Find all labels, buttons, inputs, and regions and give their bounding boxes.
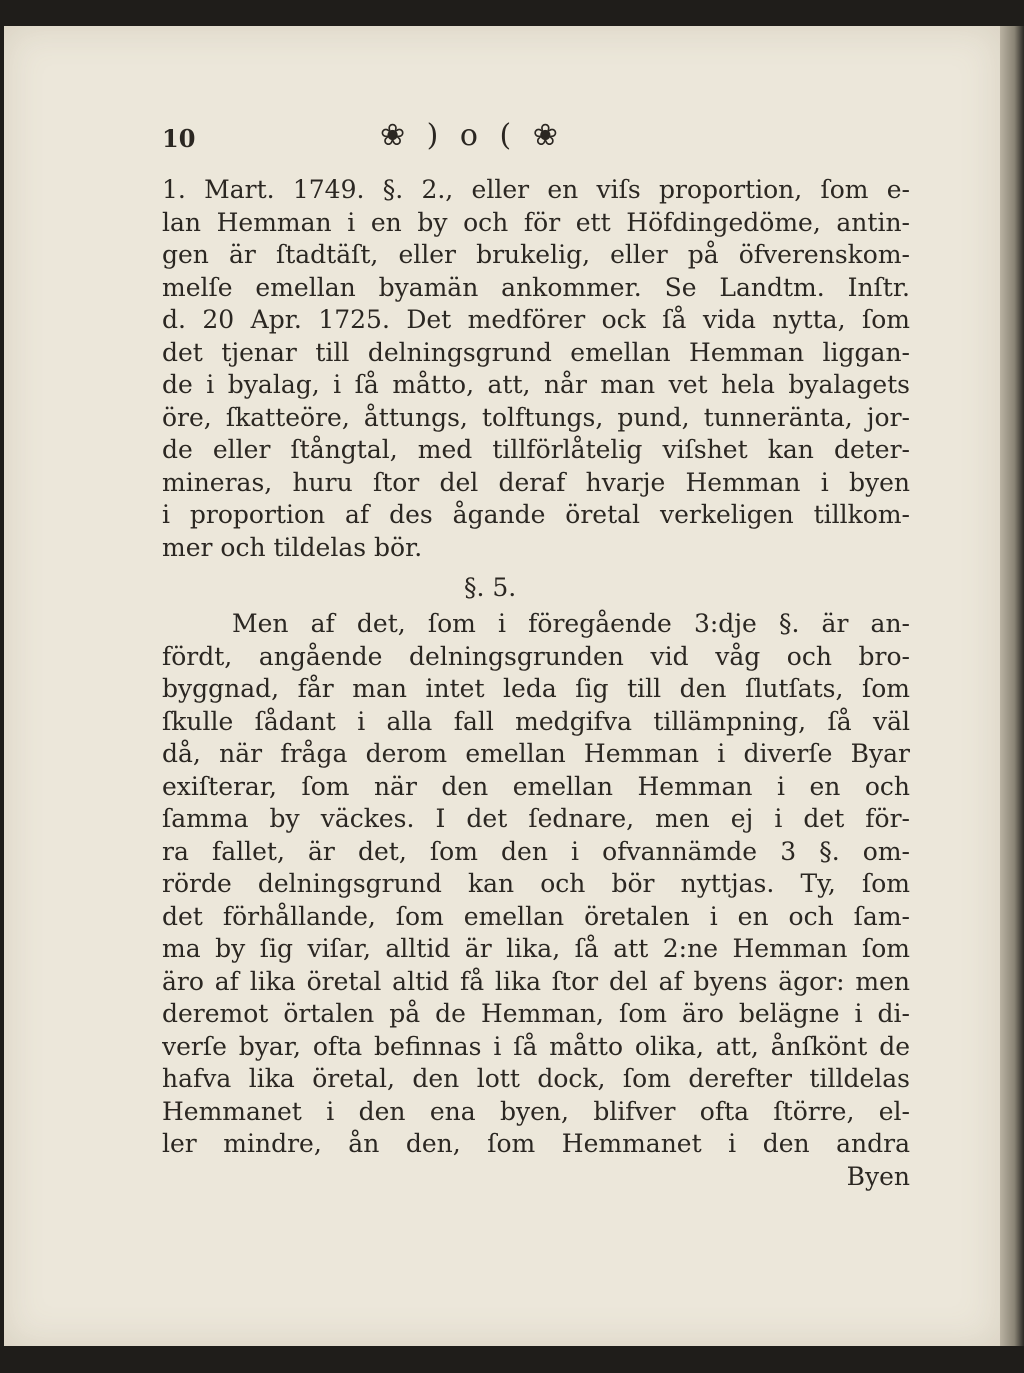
text-line: mineras, huru ſtor del deraf hvarje Hemman i byen: [162, 467, 910, 497]
text-line: rörde delningsgrund kan och bör nyttjas. Ty, ſom: [162, 869, 910, 898]
page-edge: [1000, 26, 1024, 1346]
text-line: melſe emellan byamän ankommer. Se Landtm. Inſtr.: [162, 272, 910, 302]
text-line: ra fallet, är det, ſom den i ofvannämde 3 §. om-: [162, 836, 910, 866]
paragraph-1: [162, 174, 910, 564]
text-line: ler mindre, ån den, ſom Hemmanet i den andra: [162, 1129, 910, 1158]
text-line: byggnad, får man intet leda ſig till den ſlutſats, ſom: [162, 674, 910, 703]
text-line: hafva lika öretal, den lott dock, ſom derefter tilldelas: [162, 1064, 910, 1093]
text-line: d. 20 Apr. 1725. Det medförer ock ſå vida nytta, ſom: [162, 305, 910, 334]
text-line: 1. Mart. 1749. §. 2., eller en viſs proportion, ſom e-: [162, 175, 910, 204]
text-line: fördt, angående delningsgrunden vid våg och bro-: [162, 641, 910, 671]
section-heading: §. 5.: [464, 573, 517, 602]
text-line: det tjenar till delningsgrund emellan Hemman liggan-: [162, 337, 910, 367]
text-line: ma by ſig viſar, alltid är lika, ſå att 2:ne Hemman ſom: [162, 934, 910, 963]
text-line: mer och tildelas bör.: [162, 532, 423, 562]
catchword: Byen: [846, 1161, 910, 1191]
text-block: [162, 118, 910, 1193]
text-line: ſkulle ſådant i alla fall medgifva tillämpning, ſå väl: [162, 706, 910, 736]
text-line: det förhållande, ſom emellan öretalen i en och ſam-: [162, 901, 910, 931]
text-line: öre, ſkatteöre, åttungs, tolftungs, pund, tunneränta, jor-: [162, 402, 910, 432]
text-line: lan Hemman i en by och för ett Höfdingedöme, antin-: [162, 207, 910, 237]
text-line: de eller ſtångtal, med tillförlåtelig viſshet kan deter-: [162, 435, 910, 464]
text-line: gen är ſtadtäſt, eller brukelig, eller på öfverenskom-: [162, 240, 910, 269]
page-number: 10: [162, 124, 196, 153]
header-ornament: ❀ ) o ( ❀: [380, 118, 564, 153]
text-line: i proportion af des ågande öretal verkeligen tillkom-: [162, 500, 910, 529]
running-header: [162, 118, 910, 174]
text-line: Men af det, ſom i föregående 3:dje §. är an-: [232, 609, 910, 638]
text-line: då, när fråga derom emellan Hemman i diverſe Byar: [162, 739, 910, 768]
text-line: exiſterar, ſom när den emellan Hemman i en och: [162, 771, 910, 801]
text-line: äro af lika öretal altid få lika ſtor del af byens ägor: men: [162, 966, 910, 996]
text-line: de i byalag, i ſå måtto, att, når man vet hela byalagets: [162, 370, 910, 399]
paragraph-2: [162, 608, 910, 1161]
text-line: deremot örtalen på de Hemman, ſom äro belägne i di-: [162, 999, 910, 1028]
text-line: Hemmanet i den ena byen, blifver ofta ſtörre, el-: [162, 1096, 910, 1126]
text-line: verſe byar, ofta befinnas i ſå måtto olika, att, ånſkönt de: [162, 1031, 910, 1061]
text-line: ſamma by väckes. I det ſednare, men ej i det för-: [162, 804, 910, 833]
